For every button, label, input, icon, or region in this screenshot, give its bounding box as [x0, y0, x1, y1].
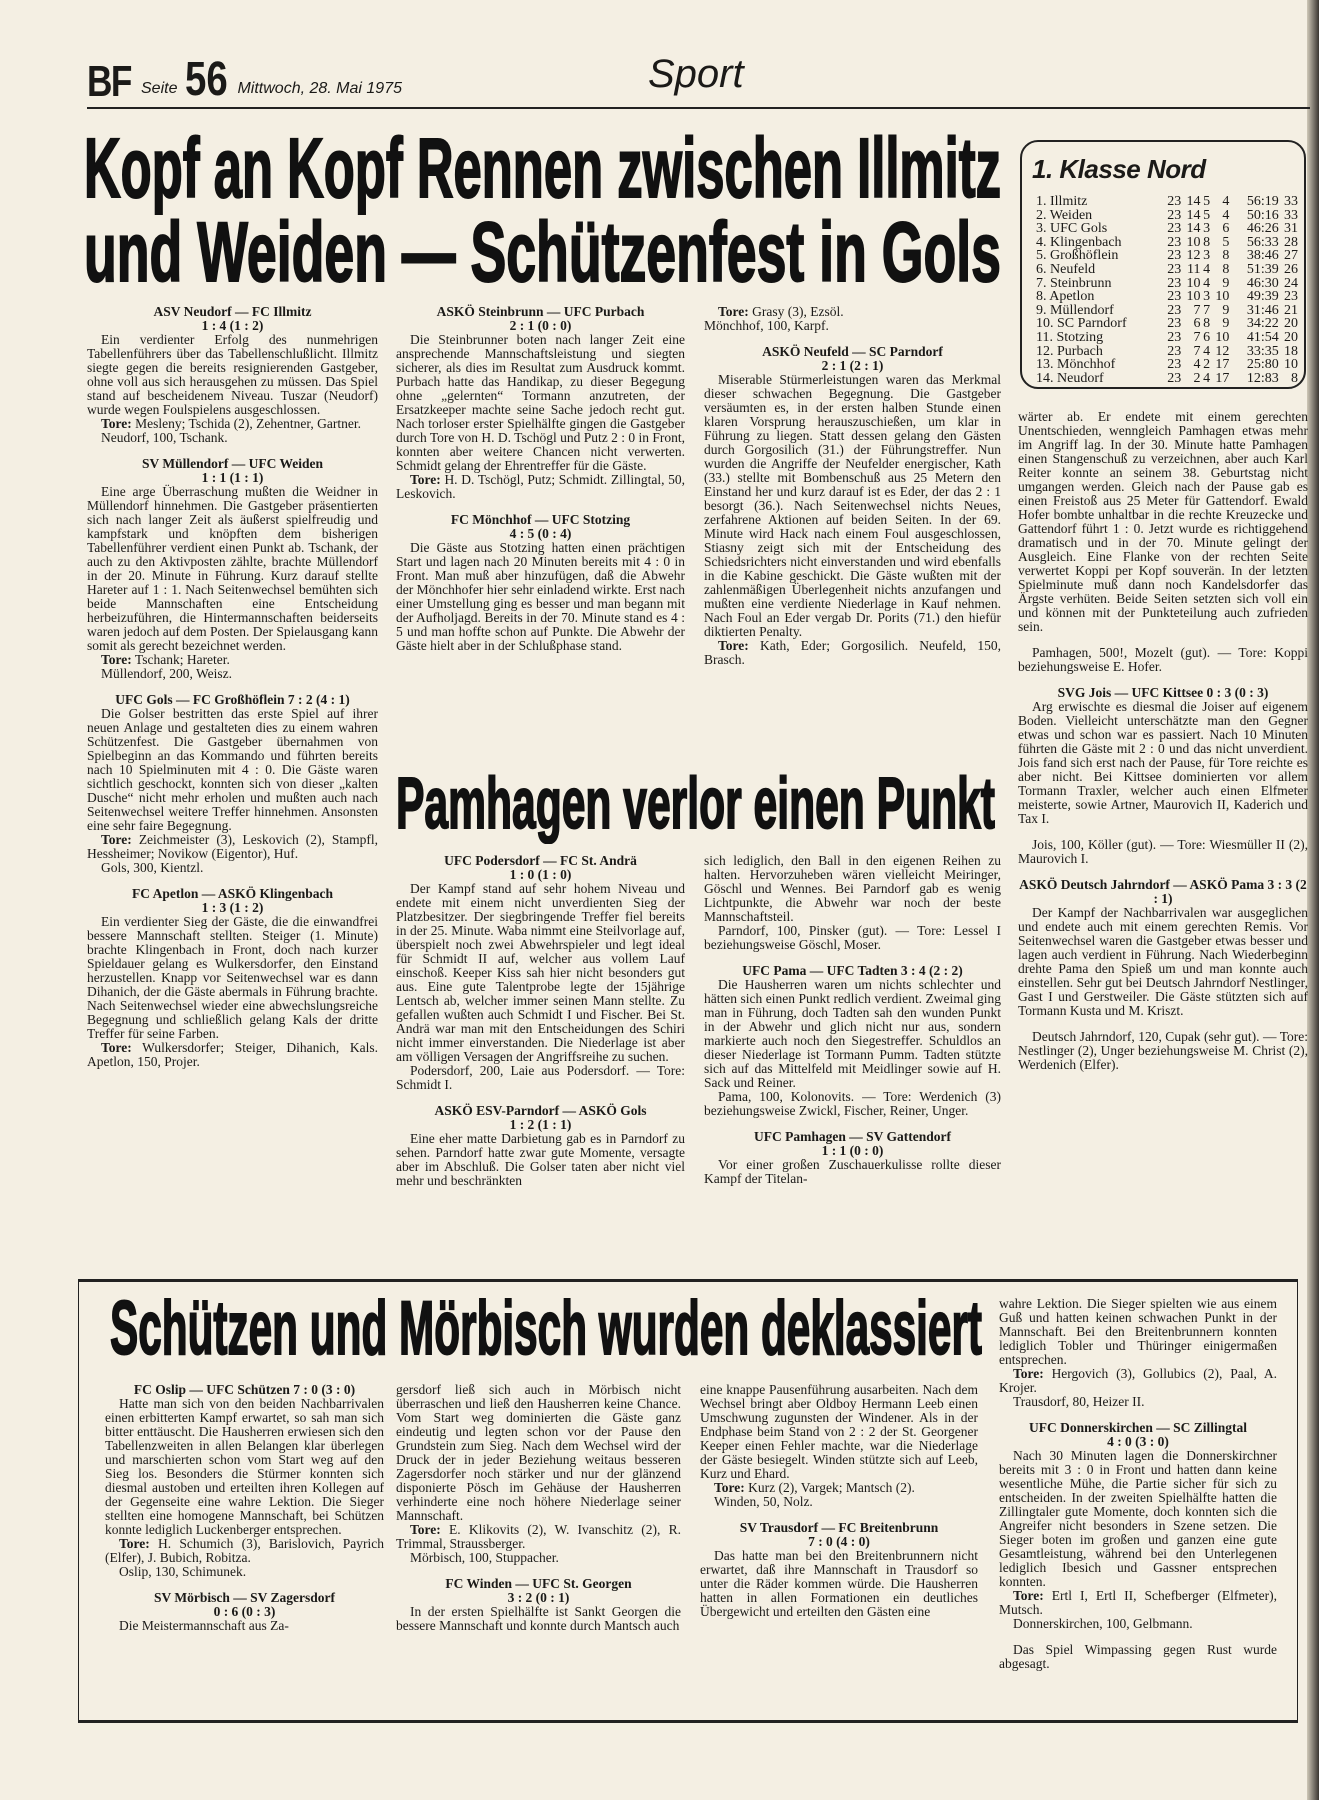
standings-row: [1032, 331, 1298, 345]
standings-team: 4. Klingenbach: [1036, 234, 1122, 250]
article-paragraph: Der Kampf stand auf sehr hohem Niveau und endete mit einem nicht unverdienten Sieg der Platzbesitzer. Der siegbringende Treffer fiel bereits in der 25. Minute. Waba nimmt eine Steilvorlage auf, überspielt noch zwei Abwehrspieler und legt ideal für Schmidt II auf, welcher aus vollem Lauf einschoß. Keeper Kiss sah hier nicht besonders gut aus. Eine gute Talentprobe legte der 15jährige Lentsch ab, welcher immer seinen Mann stellte. Zu gefallen wußten auch Schmidt I und Fischer. Bei St. Andrä war man mit den Entscheidungen des Schiri nicht immer einverstanden. Die Niederlage ist aber am völligen Versagen der Angriffsreihe zu suchen.: [396, 881, 685, 1064]
standings-lost: 4: [1222, 194, 1230, 209]
goals-label: Tore:: [101, 1040, 132, 1055]
match-score: 1 : 4 (1 : 2): [201, 318, 264, 333]
standings-team: 2. Weiden: [1036, 207, 1093, 223]
goals-text: Wulkersdorfer; Steiger, Dihanich, Kals. Apetlon, 150, Projer.: [87, 1040, 378, 1069]
goal-scorers: [87, 417, 378, 431]
standings-won: 2: [1193, 370, 1201, 386]
standings-played: 23: [1167, 194, 1182, 209]
article-continuation: sich lediglich, den Ball in den eigenen Reihen zu halten. Hervorzuheben wären vielleicht Meiringer, Göschl und Wennes. Bei Parndorf gab es wenig Lichtpunkte, die Abwehr war noch der beste Mannschaftsteil.: [704, 853, 1001, 924]
box-column-4: [999, 1297, 1277, 1671]
standings-goals: 33:35: [1246, 343, 1279, 359]
standings-lost: 17: [1215, 357, 1230, 373]
goals-label: Tore:: [714, 1480, 745, 1495]
standings-drawn: 3: [1203, 248, 1211, 264]
standings-points: 33: [1284, 207, 1298, 223]
standings-points: 20: [1284, 329, 1298, 345]
standings-table: [1032, 195, 1298, 385]
article-paragraph: Gols, 300, Kientzl.: [101, 860, 204, 875]
standings-won: 14: [1186, 221, 1201, 237]
match-title: ASKÖ ESV-Parndorf — ASKÖ Gols: [434, 1103, 647, 1118]
standings-row: [1032, 317, 1298, 331]
standings-row: [1032, 263, 1298, 277]
standings-points: 18: [1284, 343, 1298, 359]
article-continuation: gersdorf ließ sich auch in Mörbisch nicht überraschen und ließ den Hausherren keine Chance. Vom Start weg dominierten die Gäste ganz eindeutig und legten schon vor der Pause den Grundstein zum Sieg. Nach dem Wechsel wird der Druck der in jeder Beziehung weitaus besseren Zagersdorfer noch stärker und nur der glänzend disponierte Pösch im Gehäuse der Hausherren verhinderte eine noch höhere Niederlage seiner Mannschaft.: [396, 1382, 681, 1523]
standings-table-box: [1020, 140, 1306, 389]
standings-points: 27: [1284, 248, 1298, 264]
standings-drawn: 3: [1203, 289, 1211, 305]
goals-label: Tore:: [718, 304, 749, 319]
standings-team: 6. Neufeld: [1036, 261, 1096, 277]
match-title: UFC Pama — UFC Tadten 3 : 4 (2 : 2): [742, 963, 963, 978]
bottom-headline-text: Schützen und Mörbisch wurden deklassiert: [110, 1286, 982, 1371]
article-paragraph: Die Gäste aus Stotzing hatten einen prächtigen Start und lagen nach 20 Minuten bereits mit 4 : 0 in Front. Man muß aber hinzufügen, daß die Abwehr der Mönchhofer hier sehr einladend wirkte. Erst nach einer Umstellung ging es besser und man begann mit der Aufholjagd. Bereits in der 70. Minute stand es 4 : 5 und man hoffte schon auf Punkte. Die Abwehr der Gäste hielt aber in der Schlußphase stand.: [396, 540, 685, 653]
goal-scorers: [396, 1523, 681, 1551]
article-paragraph: Ein verdienter Sieg der Gäste, die die einwandfrei bessere Mannschaft stellten. Steiger (1. Minute) brachte Klingenbach in Front, doch nach kurzer Spieldauer gelang es Wulkersdorfer, den Einstand herzustellen. Knapp vor Seitenwechsel war es dann Dihanich, der die Gäste abermals in Führung brachte. Nach Seitenwechsel wieder eine abwechslungsreiche Begegnung und schließlich gelang Kals der dritte Treffer für seine Farben.: [87, 914, 378, 1041]
standings-team: 12. Purbach: [1036, 343, 1103, 359]
match-title: FC Apetlon — ASKÖ Klingenbach: [131, 886, 334, 901]
article-paragraph: Eine eher matte Darbietung gab es in Parndorf zu sehen. Parndorf hatte zwar gute Momente, versagte aber im Abschluß. Die Golser taten aber nicht viel mehr und beschränkten: [396, 1131, 685, 1188]
column-4: [1018, 410, 1308, 1072]
goals-text: H. D. Tschögl, Putz; Schmidt. Zillingtal, 50, Leskovich.: [396, 472, 685, 501]
match-score: 1 : 1 (1 : 1): [201, 470, 264, 485]
standings-drawn: 8: [1203, 316, 1211, 332]
match-title: FC Winden — UFC St. Georgen: [445, 1576, 632, 1591]
standings-team: 5. Großhöflein: [1036, 248, 1119, 264]
standings-played: 23: [1167, 329, 1182, 345]
standings-lost: 12: [1215, 343, 1230, 359]
goal-scorers: [704, 639, 1001, 667]
standings-points: 24: [1284, 275, 1298, 291]
standings-played: 23: [1167, 261, 1182, 277]
standings-drawn: 4: [1203, 261, 1211, 277]
goals-text: Tschank; Hareter.: [134, 652, 230, 667]
standings-points: 23: [1284, 289, 1298, 305]
article-paragraph: Eine arge Überraschung mußten die Weidner in Müllendorf hinnehmen. Die Gastgeber präsentierten sich nach langer Zeit als äußerst spielfreudig und kampfstark und knöpften dem bisherigen Tabellenführer verdient einen Punkt ab. Tschank, der auch zu den Aktivposten zählte, brachte Müllendorf in der 20. Minute in Führung. Kurz darauf stellte Hareter auf 1 : 1. Nach Seitenwechsel bemühten sich beide Mannschaften eine Entscheidung herbeizuführen, die Hintermannschaften beiderseits waren jedoch auf dem Posten. Der Spielausgang kann somit als gerecht bezeichnet werden.: [87, 484, 378, 653]
standings-goals: 51:39: [1246, 261, 1279, 277]
goals-label: Tore:: [101, 832, 132, 847]
match-score: 2 : 1 (2 : 1): [821, 358, 884, 373]
match-title: ASKÖ Steinbrunn — UFC Purbach: [436, 304, 645, 319]
match-score: 1 : 2 (1 : 1): [509, 1117, 572, 1132]
match-title: SVG Jois — UFC Kittsee 0 : 3 (0 : 3): [1057, 685, 1269, 700]
standings-team: 3. UFC Gols: [1036, 221, 1108, 237]
standings-goals: 38:46: [1246, 248, 1279, 264]
standings-played: 23: [1167, 275, 1182, 291]
article-paragraph: Hatte man sich von den beiden Nachbarrivalen einen erbitterten Kampf erwartet, so sah man sich bitter enttäuscht. Die Hausherren erwiesen sich den Tabellenzweiten in allen Belangen klar überlegen und marschierten schon vom Start weg auf den Sieg los. Besonders die Stürmer konnten sich diesmal austoben und erteilten ihren Kollegen auf der Gegenseite eine wahre Lektion. Die Sieger stellten eine homogene Mannschaft, bei Schützen konnte lediglich Luckenberger entsprechen.: [105, 1396, 384, 1537]
goal-scorers: [87, 1041, 378, 1069]
article-paragraph: Donnerskirchen, 100, Gelbmann.: [1013, 1616, 1193, 1631]
standings-won: 11: [1187, 261, 1201, 277]
article-paragraph: Die Hausherren waren um nichts schlechter und hätten sich einen Punkt redlich verdient. Zweimal ging man in Führung, doch Tadten sah den wunden Punkt in der Abwehr und glich nicht nur aus, sondern markierte auch noch den Siegestreffer. Schuldlos an dieser Niederlage ist Tormann Pumm. Tadten stützte sich auf das Mittelfeld mit Meidlinger sowie auf H. Sack und Reiner.: [704, 977, 1001, 1090]
article-paragraph: Die Golser bestritten das erste Spiel auf ihrer neuen Anlage und gestalteten dies zu einem wahren Schützenfest. Die Gastgeber übernahmen von Spielbeginn an das Kommando und führten bereits nach 10 Spielminuten mit 4 : 0. Die Gäste waren sichtlich geschockt, konnten sich von dieser „kalten Dusche“ nicht mehr erholen und mußten auch nach Seitenwechsel weitere Treffer hinnehmen. Ansonsten eine sehr faire Begegnung.: [87, 706, 378, 833]
header-rule: [87, 107, 1310, 109]
pamhagen-headline: [396, 764, 1319, 844]
article-paragraph: Mörbisch, 100, Stuppacher.: [410, 1550, 559, 1565]
standings-drawn: 4: [1203, 343, 1211, 359]
standings-goals: 12:83: [1246, 370, 1279, 386]
standings-goals: 34:22: [1246, 316, 1279, 332]
goals-label: Tore:: [1013, 1366, 1044, 1381]
standings-points: 31: [1284, 221, 1298, 237]
standings-played: 23: [1167, 316, 1182, 332]
standings-won: 7: [1193, 329, 1201, 345]
standings-row: [1032, 222, 1298, 236]
standings-team: 11. Stotzing: [1036, 329, 1104, 345]
article-note: Das Spiel Wimpassing gegen Rust wurde abgesagt.: [999, 1642, 1277, 1671]
article-continuation: eine knappe Pausenführung ausarbeiten. Nach dem Wechsel bringt aber Oldboy Hermann Leeb einen Umschwung zugunsten der Windener. Als in der Endphase beim Stand von 2 : 2 der St. Georgener Keeper einen Fehler machte, war die Niederlage der Gäste besiegelt. Winden stützte sich auf Leeb, Kurz und Ehard.: [700, 1382, 978, 1481]
goal-scorers: [87, 653, 378, 667]
column-2: [396, 305, 685, 653]
standings-points: 20: [1284, 316, 1298, 332]
goals-label: Tore:: [1013, 1588, 1044, 1603]
main-headline-line-1: Kopf an Kopf Rennen zwischen Illmitz: [84, 121, 1002, 215]
standings-goals: 50:16: [1246, 207, 1279, 223]
standings-goals: 49:39: [1246, 289, 1279, 305]
standings-goals: 56:33: [1246, 234, 1279, 250]
match-title: UFC Gols — FC Großhöflein 7 : 2 (4 : 1): [115, 692, 350, 707]
goal-scorers: [87, 833, 378, 861]
standings-won: 10: [1186, 289, 1201, 305]
match-title: ASKÖ Deutsch Jahrndorf — ASKÖ Pama 3 : 3 (2 : 1): [1019, 877, 1307, 906]
goals-label: Tore:: [101, 652, 132, 667]
standings-points: 8: [1291, 370, 1298, 386]
article-paragraph: Oslip, 130, Schimunek.: [119, 1564, 247, 1579]
standings-team: 9. Müllendorf: [1036, 302, 1114, 318]
standings-goals: 56:19: [1246, 194, 1279, 209]
column-3-lower: [704, 854, 1001, 1186]
article-paragraph: Ein verdienter Erfolg des nunmehrigen Tabellenführers über das Tabellenschlußlicht. Illmitz siegte gegen die bereits resignierenden Gastgeber, ohne voll aus sich herausgehen zu müssen. Das Spiel stand auf bescheidenem Niveau. Tuszar (Neudorf) wurde wegen Foulspielens ausgeschlossen.: [87, 332, 378, 417]
standings-won: 12: [1186, 248, 1201, 264]
goals-text: Mesleny; Tschida (2), Zehentner, Gartner.: [135, 416, 361, 431]
standings-lost: 4: [1222, 207, 1230, 223]
match-title: SV Müllendorf — UFC Weiden: [141, 456, 324, 471]
match-score: 4 : 0 (3 : 0): [1107, 1434, 1169, 1449]
standings-lost: 9: [1222, 316, 1230, 332]
goals-text: Kurz (2), Vargek; Mantsch (2).: [748, 1480, 915, 1495]
standings-goals: 25:80: [1246, 357, 1279, 373]
match-score: 7 : 0 (4 : 0): [808, 1534, 870, 1549]
standings-won: 7: [1193, 302, 1201, 318]
standings-drawn: 5: [1203, 194, 1211, 209]
main-headline-line-2: und Weiden — Schützenfest in Gols: [84, 205, 1001, 299]
match-score: 4 : 5 (0 : 4): [509, 526, 572, 541]
standings-won: 14: [1186, 194, 1201, 209]
goals-text: Hergovich (3), Gollubics (2), Paal, A. Krojer.: [999, 1366, 1277, 1395]
standings-goals: 46:26: [1246, 221, 1279, 237]
standings-goals: 31:46: [1246, 302, 1279, 318]
match-title: UFC Pamhagen — SV Gattendorf: [754, 1129, 951, 1144]
goals-text: H. Schumich (3), Barislovich, Payrich (Elfer), J. Bubich, Robitza.: [105, 1536, 384, 1565]
article-note: Deutsch Jahrndorf, 120, Cupak (sehr gut). — Tore: Nestlinger (2), Unger beziehungsweise M. Christ (2), Werdenich (Elfer).: [1018, 1029, 1308, 1072]
standings-row: [1032, 277, 1298, 291]
standings-played: 23: [1167, 248, 1182, 264]
goals-text: Kath, Eder; Gorgosilich. Neufeld, 150, Brasch.: [704, 638, 1001, 667]
standings-lost: 5: [1222, 234, 1230, 250]
article-paragraph: Der Kampf der Nachbarrivalen war ausgeglichen und endete auch mit einem gerechten Remis. Vor Seitenwechsel waren die Gastgeber etwas besser und lagen auch verdient in Führung. Nach Wiederbeginn drehte Pama den Spieß um und man konnte auch einstellen. Sehr gut bei Deutsch Jahrndorf Nestlinger, Gast I und Gerstweiler. Die Gäste stützten sich auf Tormann Kusta und M. Kriszt.: [1018, 905, 1308, 1018]
standings-points: 33: [1284, 194, 1298, 209]
standings-lost: 17: [1215, 370, 1230, 386]
standings-goals: 41:54: [1246, 329, 1279, 345]
article-paragraph: Winden, 50, Nolz.: [714, 1494, 813, 1509]
goal-scorers: [105, 1537, 384, 1565]
match-score: 1 : 1 (0 : 0): [821, 1143, 884, 1158]
standings-played: 23: [1167, 221, 1182, 237]
standings-points: 10: [1284, 357, 1298, 373]
goal-scorers: [999, 1589, 1277, 1617]
column-1: [87, 305, 378, 1069]
standings-points: 21: [1284, 302, 1298, 318]
standings-drawn: 5: [1203, 207, 1211, 223]
standings-played: 23: [1167, 234, 1182, 250]
standings-goals: 46:30: [1246, 275, 1279, 291]
standings-won: 10: [1186, 234, 1201, 250]
match-title: FC Oslip — UFC Schützen 7 : 0 (3 : 0): [133, 1382, 356, 1397]
column-3: [704, 305, 1001, 667]
goals-label: Tore:: [718, 638, 749, 653]
article-continuation: wahre Lektion. Die Sieger spielten wie aus einem Guß und hatten keinen schwachen Punkt in der Mannschaft. Bei den Breitenbrunnern konnten lediglich Tobler und Thüringer einigermaßen entsprechen.: [999, 1296, 1277, 1367]
standings-drawn: 3: [1203, 221, 1211, 237]
standings-drawn: 7: [1203, 302, 1211, 318]
standings-played: 23: [1167, 343, 1182, 359]
match-title: ASKÖ Neufeld — SC Parndorf: [762, 344, 943, 359]
article-paragraph: Trausdorf, 80, Heizer II.: [1013, 1394, 1145, 1409]
article-paragraph: Müllendorf, 200, Weisz.: [101, 666, 233, 681]
standings-row: [1032, 249, 1298, 263]
match-title: ASV Neudorf — FC Illmitz: [153, 304, 312, 319]
match-score: 2 : 1 (0 : 0): [509, 318, 572, 333]
article-paragraph: Miserable Stürmerleistungen waren das Merkmal dieser schwachen Begegnung. Die Gastgeber versäumten es, in der ersten halben Stunde einen klaren Vorsprung herauszuschießen, um klar in Führung zu liegen. Statt dessen gelang den Gästen durch Gorgosilich (31.) der Führungstreffer. Nun wurden die Angriffe der Neufelder energischer, Kath (33.) stellte mit Bombenschuß aus 25 Metern den Einstand her und kurz darauf ist es Eder, der das 2 : 1 besorgt (36.). Nach Seitenwechsel nichts Neues, zerfahrene Aktionen auf beiden Seiten. In der 69. Minute wird Hack nach einem Foul ausgeschlossen, Stiasny zeigt sich mit der Entscheidung des Schiedsrichters nicht einverstanden und wird ebenfalls in die Kabine geschickt. Die Gäste wußten mit der zahlenmäßigen Überlegenheit nichts anzufangen und mußten eine verdiente Niederlage in Kauf nehmen. Nach Foul an Eder vergab Dr. Porits (71.) den hiefür diktierten Penalty.: [704, 372, 1001, 639]
standings-points: 28: [1284, 234, 1298, 250]
match-score: 1 : 3 (1 : 2): [201, 900, 264, 915]
article-note: Jois, 100, Köller (gut). — Tore: Wiesmüller II (2), Maurovich I.: [1018, 837, 1308, 866]
standings-team: 7. Steinbrunn: [1036, 275, 1112, 291]
standings-won: 10: [1186, 275, 1201, 291]
article-paragraph: In der ersten Spielhälfte ist Sankt Georgen die bessere Mannschaft und konnte durch Mantsch auch: [396, 1604, 681, 1633]
standings-won: 4: [1193, 357, 1201, 373]
match-title: FC Mönchhof — UFC Stotzing: [450, 512, 631, 527]
article-paragraph: Podersdorf, 200, Laie aus Podersdorf. — Tore: Schmidt I.: [396, 1063, 685, 1092]
standings-row: [1032, 195, 1298, 209]
box-column-3: [700, 1383, 978, 1619]
standings-team: 13. Mönchhof: [1036, 357, 1116, 373]
goal-scorers: [700, 1481, 978, 1495]
standings-lost: 6: [1222, 221, 1230, 237]
match-title: SV Mörbisch — SV Zagersdorf: [153, 1590, 335, 1605]
goals-label: Tore:: [101, 416, 132, 431]
paper-logo: BF: [87, 57, 131, 106]
goal-scorers: [999, 1367, 1277, 1395]
standings-row: [1032, 372, 1298, 386]
column-2-lower: [396, 854, 685, 1188]
standings-row: [1032, 236, 1298, 250]
match-title: UFC Podersdorf — FC St. Andrä: [444, 853, 637, 868]
goals-text: Zeichmeister (3), Leskovich (2), Stampfl, Hessheimer; Novikow (Eigentor), Huf.: [87, 832, 379, 861]
article-note: Pamhagen, 500!, Mozelt (gut). — Tore: Koppi beziehungsweise E. Hofer.: [1018, 645, 1308, 674]
match-score: 3 : 2 (0 : 1): [507, 1590, 570, 1605]
goals-text: E. Klikovits (2), W. Ivanschitz (2), R. Trimmal, Straussberger.: [396, 1522, 681, 1551]
standings-lost: 8: [1222, 261, 1230, 277]
standings-won: 6: [1193, 316, 1201, 332]
goals-label: Tore:: [410, 472, 441, 487]
article-paragraph: Pama, 100, Kolonovits. — Tore: Werdenich (3) beziehungsweise Zwickl, Fischer, Reiner, Unger.: [704, 1089, 1001, 1118]
match-score: 0 : 6 (0 : 3): [213, 1604, 276, 1619]
goals-text: Ertl I, Ertl II, Schefberger (Elfmeter), Mutsch.: [999, 1588, 1277, 1617]
standings-lost: 8: [1222, 248, 1230, 264]
goals-label: Tore:: [119, 1536, 150, 1551]
article-paragraph: Vor einer großen Zuschauerkulisse rollte dieser Kampf der Titelan-: [704, 1157, 1001, 1186]
article-paragraph: Die Steinbrunner boten nach langer Zeit eine ansprechende Mannschaftsleistung und siegten sicherer, als dies im Resultat zum Ausdruck kommt. Purbach hatte das Handikap, zu dieser Begegung ohne „gelernten“ Tormann anzutreten, der Ersatzkeeper machte seine Sache jedoch recht gut. Nach torloser erster Spielhälfte gingen die Gastgeber durch Tore von H. D. Tschögl und Putz 2 : 0 in Front, konnten aber weitere Chancen nicht verwerten. Schmidt gelang der Ehrentreffer für die Gäste.: [396, 332, 685, 473]
standings-row: [1032, 209, 1298, 223]
goal-scorers: [704, 305, 1001, 319]
match-title: SV Trausdorf — FC Breitenbrunn: [739, 1520, 939, 1535]
page-header: [87, 52, 402, 104]
article-paragraph: Die Meistermannschaft aus Za-: [119, 1618, 289, 1633]
article-paragraph: Nach 30 Minuten lagen die Donnerskirchner bereits mit 3 : 0 in Front und hatten dann keine wesentliche Mühe, die Partie sicher für sich zu entscheiden. In der zweiten Spielhälfte hatten die Zillingtaler gute Momente, doch konnten sich die Angreifer nicht besonders in Szene setzen. Die Sieger boten im großen und ganzen eine gute Gesamtleistung, während bei den Unterlegenen lediglich Ibesich und Gassner entsprechen konnten.: [999, 1448, 1277, 1589]
standings-row: [1032, 290, 1298, 304]
standings-title: 1. Klasse Nord: [1032, 154, 1206, 184]
standings-played: 23: [1167, 370, 1182, 386]
goals-label: Tore:: [410, 1522, 441, 1537]
standings-row: [1032, 358, 1298, 372]
article-paragraph: Parndorf, 100, Pinsker (gut). — Tore: Lessel I beziehungsweise Göschl, Moser.: [704, 923, 1001, 952]
standings-won: 14: [1186, 207, 1201, 223]
issue-date: Mittwoch, 28. Mai 1975: [237, 80, 402, 97]
match-title: UFC Donnerskirchen — SC Zillingtal: [1028, 1420, 1248, 1435]
standings-won: 7: [1193, 343, 1201, 359]
standings-played: 23: [1167, 207, 1182, 223]
standings-team: 8. Apetlon: [1036, 289, 1095, 305]
standings-lost: 10: [1215, 329, 1230, 345]
standings-drawn: 6: [1203, 329, 1211, 345]
standings-played: 23: [1167, 357, 1182, 373]
article-paragraph: Das hatte man bei den Breitenbrunnern nicht erwartet, daß ihre Mannschaft in Trausdorf so unter die Räder kommen würde. Die Hausherren hatten in allen Formationen ein deutliches Übergewicht und erteilten den Gästen eine: [700, 1548, 978, 1619]
standings-lost: 9: [1222, 275, 1230, 291]
goal-scorers: [396, 473, 685, 501]
match-score: 1 : 0 (1 : 0): [509, 867, 572, 882]
article-continuation: Mönchhof, 100, Karpf.: [704, 318, 829, 333]
goals-text: Grasy (3), Ezsöl.: [752, 304, 844, 319]
page-label: Seite: [141, 80, 178, 97]
standings-lost: 10: [1215, 289, 1230, 305]
article-paragraph: Neudorf, 100, Tschank.: [101, 430, 228, 445]
page-number: 56: [185, 53, 229, 106]
box-column-1: [105, 1383, 384, 1633]
pamhagen-headline-text: Pamhagen verlor einen Punkt: [396, 764, 995, 844]
standings-drawn: 2: [1203, 357, 1211, 373]
standings-row: [1032, 304, 1298, 318]
standings-lost: 9: [1222, 302, 1230, 318]
standings-drawn: 4: [1203, 370, 1211, 386]
standings-played: 23: [1167, 289, 1182, 305]
box-column-2: [396, 1383, 681, 1633]
standings-drawn: 8: [1203, 234, 1211, 250]
standings-points: 26: [1284, 261, 1298, 277]
standings-drawn: 4: [1203, 275, 1211, 291]
section-title: Sport: [648, 52, 744, 96]
standings-team: 1. Illmitz: [1036, 194, 1088, 209]
article-continuation: wärter ab. Er endete mit einem gerechten Unentschieden, wenngleich Pamhagen etwas mehr im Angriff lag. In der 30. Minute hatte Pamhagen einen Stangenschuß zu verzeichnen, aber auch Karl Reiter konnte an seinem 38. Geburtstag nicht umgangen werden. Gleich nach der Pause gab es einen Freistoß aus 25 Meter für Gattendorf. Ewald Hofer bombte unhaltbar in die rechte Kreuzecke und Gattendorf führt 1 : 0. Jetzt wurde es richtiggehend dramatisch und in der 70. Minute gelingt der Ausgleich. Eine Flanke von der rechten Seite verwertet Koppi per Kopf souverän. In der letzten Spielminute muß dann noch Kandelsdorfer das Ärgste verhüten. Beide Seiten setzten sich voll ein und können mit der Punkteteilung auch zufrieden sein.: [1018, 409, 1308, 634]
article-paragraph: Arg erwischte es diesmal die Joiser auf eigenem Boden. Vielleicht unterschätzte man den Gegner etwas und schon war es passiert. Nach 10 Minuten führten die Gäste mit 2 : 0 und das nicht unverdient. Jois fand sich erst nach der Pause, für Tore reichte es aber nicht. Bei Kittsee dominierten vor allem Tormann Traxler, welcher auch einen Elfmeter meisterte, sowie Artner, Maurovich II, Kaderich und Tax I.: [1018, 699, 1308, 826]
standings-team: 10. SC Parndorf: [1036, 316, 1127, 332]
standings-played: 23: [1167, 302, 1182, 318]
standings-row: [1032, 345, 1298, 359]
standings-team: 14. Neudorf: [1036, 370, 1104, 386]
